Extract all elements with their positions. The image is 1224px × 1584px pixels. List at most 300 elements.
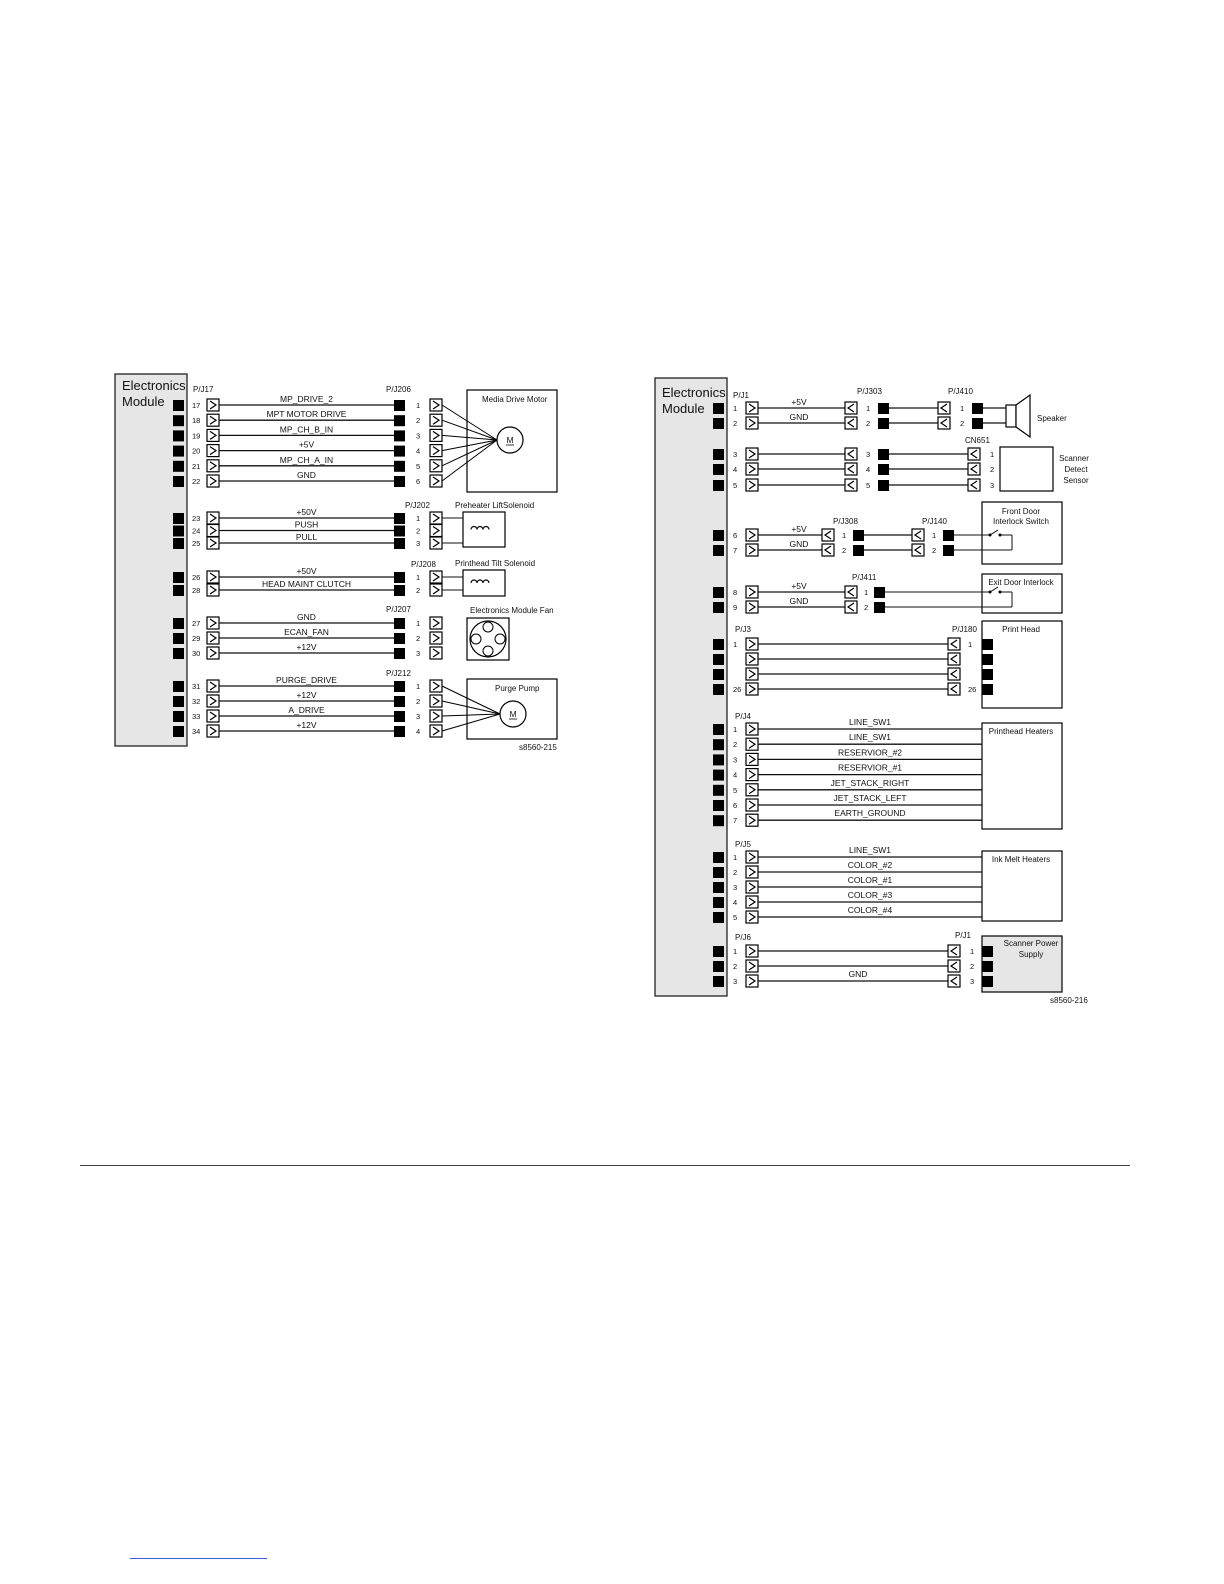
- motor-far-pin-number: 4: [416, 446, 421, 456]
- connector-pj6-label: P/J6: [735, 933, 752, 942]
- tilt-module-pin: [173, 572, 184, 583]
- motor-far-pin-number: 2: [416, 416, 421, 426]
- scanner-detect-pin-number: 5: [733, 481, 738, 490]
- motor-signal-label: GND: [297, 470, 316, 480]
- p303-pin-number: 2: [866, 419, 871, 428]
- footer-link-underline: [130, 1558, 267, 1559]
- pre-module-pin: [173, 513, 184, 524]
- p308-pin-number: 1: [842, 531, 847, 540]
- exit-door-receptacle: [746, 586, 758, 598]
- print-head-module-pin: [713, 654, 724, 665]
- p180-receptacle: [948, 653, 960, 665]
- cn651-receptacle: [968, 479, 980, 491]
- pump-far-pin: [394, 696, 405, 707]
- tilt-signal-label: +50V: [296, 566, 317, 576]
- motor-pin-number: 17: [192, 401, 201, 410]
- fan-far-pin: [394, 618, 405, 629]
- module-title-line2: Module: [122, 394, 165, 409]
- right-wiring-diagram: [655, 378, 1089, 1005]
- motor-receptacle: [207, 399, 219, 411]
- pump-far-pin: [394, 681, 405, 692]
- module-title-line1: Electronics: [122, 378, 186, 393]
- fan-signal-label: +12V: [296, 642, 317, 652]
- connector-pj308-label: P/J308: [833, 517, 858, 526]
- motor-device-receptacle: [430, 475, 442, 487]
- printhead-heaters-label: Printhead Heaters: [988, 727, 1054, 736]
- figure-number-right: s8560-216: [1050, 996, 1088, 1005]
- ink-melt-pin-number: 2: [733, 868, 738, 877]
- fan-blade: [483, 646, 493, 656]
- speaker-signal-label: GND: [789, 412, 809, 422]
- pre-far-pin-number: 1: [416, 514, 421, 523]
- print-head-pin: [982, 654, 993, 665]
- ink-melt-pin-number: 4: [733, 898, 738, 907]
- printhead-heater-signal-label: RESERVIOR_#1: [837, 762, 903, 773]
- motor-far-pin: [394, 400, 405, 411]
- exit-door-label: Exit Door Interlock: [988, 578, 1054, 587]
- pump-signal-label: A_DRIVE: [288, 705, 325, 715]
- speaker-module-pin: [713, 403, 724, 414]
- motor-receptacle: [207, 414, 219, 426]
- printhead-heater-module-pin: [713, 739, 724, 750]
- fan-far-pin-number: 3: [416, 649, 421, 658]
- scanner-detect-receptacle: [746, 448, 758, 460]
- print-head-pin: [982, 639, 993, 650]
- printhead-heater-receptacle: [746, 814, 758, 826]
- pre-pin-number: 24: [192, 526, 201, 536]
- solenoid-coil-box: [463, 570, 505, 596]
- fan-pin-number: 27: [192, 619, 201, 628]
- cn651-pin-number: 2: [990, 465, 995, 474]
- printhead-heaters-box: [982, 723, 1062, 829]
- pump-signal-label: +12V: [296, 690, 317, 700]
- speaker-cone: [1016, 395, 1030, 437]
- print-head-module-pin: [713, 639, 724, 650]
- pump-device-receptacle: [430, 695, 442, 707]
- p411-pin: [874, 602, 885, 613]
- pump-module-pin: [173, 681, 184, 692]
- scanner-power-pin-number: 2: [733, 962, 738, 971]
- speaker-pin-number: 2: [733, 419, 738, 428]
- front-door-module-pin: [713, 530, 724, 541]
- motor-far-pin: [394, 415, 405, 426]
- p411-receptacle: [845, 586, 857, 598]
- p303-pin: [878, 403, 889, 414]
- scanner-detect-receptacle: [746, 463, 758, 475]
- page-divider-rule: [80, 1165, 1130, 1166]
- scanner-power-pin-number: 3: [733, 977, 738, 986]
- tilt-far-pin: [394, 585, 405, 596]
- connector-pj410-label: P/J410: [948, 387, 973, 396]
- pj1-far-pin-number: 3: [970, 977, 975, 986]
- pj1-far-pin-number: 1: [970, 947, 975, 956]
- front-door-receptacle: [746, 529, 758, 541]
- fan-signal-label: ECAN_FAN: [284, 627, 329, 637]
- tilt-far-pin-number: 1: [416, 573, 421, 582]
- pump-receptacle: [207, 725, 219, 737]
- printhead-heater-pin-number: 5: [733, 785, 738, 795]
- printhead-heater-receptacle: [746, 799, 758, 811]
- p308-pin: [853, 545, 864, 556]
- connector-pj1-far-label: P/J1: [955, 931, 972, 940]
- print-head-receptacle: [746, 638, 758, 650]
- motor-module-pin: [173, 461, 184, 472]
- ink-melt-module-pin: [713, 867, 724, 878]
- left-wiring-diagram: [115, 374, 557, 752]
- connector-cn651-label: CN651: [965, 436, 990, 445]
- p303-pin: [878, 449, 889, 460]
- scanner-detect-label-2: Detect: [1064, 465, 1088, 474]
- connector-pj180-label: P/J180: [952, 625, 977, 634]
- motor-module-pin: [173, 476, 184, 487]
- cn651-pin-number: 1: [990, 450, 995, 459]
- p303-receptacle: [845, 463, 857, 475]
- printhead-heater-receptacle: [746, 738, 758, 750]
- connector-pj207-label: P/J207: [386, 605, 411, 614]
- figure-number-left: s8560-215: [519, 743, 557, 752]
- fan-device-receptacle: [430, 617, 442, 629]
- scanner-power-receptacle: [746, 975, 758, 987]
- motor-signal-label: MP_DRIVE_2: [280, 394, 333, 404]
- p180-pin-number: 1: [968, 640, 973, 649]
- tilt-receptacle: [207, 571, 219, 583]
- exit-door-pin-number: 9: [733, 603, 738, 612]
- p303-pin-number: 3: [866, 450, 871, 459]
- motor-pin-number: 20: [192, 446, 201, 456]
- switch-contact: [989, 591, 992, 594]
- printhead-heater-signal-label: EARTH_GROUND: [834, 808, 906, 819]
- front-door-pin-number: 7: [733, 546, 738, 555]
- printhead-heater-pin-number: 1: [733, 725, 738, 734]
- purge-pump-label: Purge Pump: [495, 684, 540, 693]
- electronics-module-fan-label: Electronics Module Fan: [470, 606, 554, 615]
- pj1-far-receptacle: [948, 975, 960, 987]
- connector-pj411-label: P/J411: [852, 573, 877, 582]
- printhead-heater-pin-number: 2: [733, 740, 738, 750]
- connector-pj3-label: P/J3: [735, 625, 752, 634]
- scanner-detect-box: [1000, 447, 1053, 491]
- module-title-line1: Electronics: [662, 385, 726, 400]
- scanner-power-module-pin: [713, 961, 724, 972]
- ink-melt-receptacle: [746, 881, 758, 893]
- motor-signal-label: MPT MOTOR DRIVE: [266, 409, 347, 420]
- motor-module-pin: [173, 430, 184, 441]
- fan-module-pin: [173, 633, 184, 644]
- scanner-detect-label-1: Scanner: [1059, 454, 1089, 463]
- fan-far-pin-number: 2: [416, 634, 421, 643]
- pump-far-pin-number: 1: [416, 682, 421, 691]
- printhead-heater-pin-number: 6: [733, 801, 738, 810]
- pre-receptacle: [207, 525, 219, 537]
- pump-pin-number: 32: [192, 697, 201, 706]
- speaker-module-pin: [713, 418, 724, 429]
- pre-receptacle: [207, 512, 219, 524]
- motor-pin-number: 18: [192, 416, 201, 426]
- motor-far-pin-number: 3: [416, 431, 421, 441]
- printhead-heater-signal-label: LINE_SW1: [848, 717, 892, 727]
- pre-signal-label: PULL: [295, 532, 318, 542]
- ink-melt-pin-number: 5: [733, 913, 738, 922]
- p410-receptacle: [938, 417, 950, 429]
- p303-pin: [878, 480, 889, 491]
- cn651-receptacle: [968, 463, 980, 475]
- pre-far-pin-number: 3: [416, 539, 421, 548]
- scanner-power-signal-label: GND: [848, 969, 868, 979]
- pump-signal-label: PURGE_DRIVE: [276, 675, 337, 685]
- ink-melt-signal-label: COLOR_#2: [847, 860, 893, 870]
- pre-signal-label: +50V: [296, 507, 317, 517]
- pump-pin-number: 34: [192, 727, 201, 736]
- scanner-power-receptacle: [746, 960, 758, 972]
- ink-melt-signal-label: COLOR_#4: [847, 905, 893, 915]
- pre-far-pin: [394, 513, 405, 524]
- scanner-power-pin-number: 1: [733, 947, 738, 956]
- p308-pin: [853, 530, 864, 541]
- scanner-power-pin: [982, 961, 993, 972]
- front-door-module-pin: [713, 545, 724, 556]
- pump-device-receptacle: [430, 680, 442, 692]
- p303-receptacle: [845, 402, 857, 414]
- printhead-heater-pin-number: 4: [733, 770, 738, 780]
- p180-pin-number: 26: [968, 685, 977, 694]
- motor-signal-label: MP_CH_B_IN: [279, 424, 334, 435]
- ink-melt-signal-label: LINE_SW1: [848, 845, 892, 855]
- exit-door-signal-label: +5V: [791, 581, 807, 591]
- scanner-power-supply-label-2: Supply: [1018, 950, 1044, 959]
- p410-pin-number: 1: [960, 404, 965, 413]
- print-head-receptacle: [746, 683, 758, 695]
- p410-pin: [972, 418, 983, 429]
- connector-pj1-label: P/J1: [733, 391, 750, 400]
- p180-receptacle: [948, 683, 960, 695]
- fan-pin-number: 30: [192, 649, 201, 658]
- scanner-detect-pin-number: 3: [733, 450, 738, 459]
- speaker-receptacle: [746, 402, 758, 414]
- p410-pin: [972, 403, 983, 414]
- printhead-heater-receptacle: [746, 723, 758, 735]
- front-door-pin-number: 6: [733, 531, 738, 540]
- p303-receptacle: [845, 417, 857, 429]
- motor-far-pin: [394, 461, 405, 472]
- p411-pin-number: 2: [864, 603, 869, 612]
- printhead-heater-module-pin: [713, 754, 724, 765]
- pump-far-pin-number: 3: [416, 712, 421, 721]
- p303-receptacle: [845, 479, 857, 491]
- printhead-heater-module-pin: [713, 785, 724, 796]
- print-head-module-pin: [713, 669, 724, 680]
- ink-melt-heaters-label: Ink Melt Heaters: [991, 855, 1051, 864]
- p308-receptacle: [822, 529, 834, 541]
- motor-signal-label: MP_CH_A_IN: [279, 454, 334, 465]
- scanner-detect-label-3: Sensor: [1063, 476, 1089, 485]
- scanner-detect-module-pin: [713, 480, 724, 491]
- scanner-power-module-pin: [713, 946, 724, 957]
- motor-far-pin-number: 1: [416, 401, 421, 410]
- fan-far-pin: [394, 648, 405, 659]
- speaker-pin-number: 1: [733, 404, 738, 413]
- p140-pin-number: 2: [932, 546, 937, 555]
- pre-far-pin: [394, 526, 405, 537]
- connector-pj202-label: P/J202: [405, 501, 430, 510]
- pre-device-receptacle: [430, 537, 442, 549]
- pre-signal-label: PUSH: [294, 519, 319, 530]
- pre-pin-number: 25: [192, 539, 201, 548]
- p140-pin: [943, 530, 954, 541]
- pump-module-pin: [173, 711, 184, 722]
- motor-device-receptacle: [430, 399, 442, 411]
- pj1-far-pin-number: 2: [970, 962, 975, 971]
- printhead-heater-signal-label: RESERVIOR_#2: [837, 747, 903, 758]
- p140-receptacle: [912, 529, 924, 541]
- connector-pj5-label: P/J5: [735, 840, 752, 849]
- media-drive-motor-label: Media Drive Motor: [482, 395, 548, 404]
- fan-blade: [483, 622, 493, 632]
- pump-pin-number: 31: [192, 682, 201, 691]
- tilt-signal-label: HEAD MAINT CLUTCH: [261, 579, 352, 589]
- motor-pin-number: 22: [192, 477, 201, 486]
- print-head-box: [982, 621, 1062, 708]
- ink-melt-module-pin: [713, 912, 724, 923]
- front-door-label-2: Interlock Switch: [992, 517, 1050, 526]
- connector-pj17-label: P/J17: [193, 385, 214, 394]
- motor-far-pin-number: 6: [416, 477, 421, 486]
- p303-receptacle: [845, 448, 857, 460]
- fan-signal-label: GND: [297, 612, 316, 622]
- printhead-heater-pin-number: 7: [733, 816, 738, 826]
- ink-melt-receptacle: [746, 866, 758, 878]
- motor-letter: M: [506, 435, 514, 445]
- module-title-line2: Module: [662, 401, 705, 416]
- scanner-power-module-pin: [713, 976, 724, 987]
- print-head-receptacle: [746, 653, 758, 665]
- ink-melt-signal-label: COLOR_#1: [847, 875, 893, 885]
- motor-device-receptacle: [430, 429, 442, 441]
- p140-pin-number: 1: [932, 531, 937, 540]
- print-head-pin-number: 1: [733, 640, 738, 649]
- connector-pj303-label: P/J303: [857, 387, 882, 396]
- cn651-pin-number: 3: [990, 481, 995, 490]
- printhead-heater-signal-label: JET_STACK_LEFT: [833, 793, 907, 803]
- fan-device-receptacle: [430, 632, 442, 644]
- exit-door-receptacle: [746, 601, 758, 613]
- fan-pin-number: 29: [192, 634, 201, 643]
- exit-door-signal-label: GND: [789, 596, 809, 606]
- motor-device-receptacle: [430, 414, 442, 426]
- fan-receptacle: [207, 632, 219, 644]
- scanner-power-pin: [982, 946, 993, 957]
- p411-pin: [874, 587, 885, 598]
- motor-signal-label: +5V: [298, 439, 315, 450]
- print-head-label: Print Head: [1002, 625, 1040, 634]
- printhead-heater-signal-label: JET_STACK_RIGHT: [830, 777, 910, 788]
- exit-door-module-pin: [713, 587, 724, 598]
- p140-receptacle: [912, 544, 924, 556]
- connector-pj206-label: P/J206: [386, 385, 411, 394]
- front-door-signal-label: GND: [789, 539, 809, 549]
- pre-far-pin-number: 2: [416, 526, 421, 536]
- ink-melt-module-pin: [713, 897, 724, 908]
- printhead-heater-receptacle: [746, 784, 758, 796]
- ink-melt-module-pin: [713, 852, 724, 863]
- cn651-receptacle: [968, 448, 980, 460]
- print-head-module-pin: [713, 684, 724, 695]
- p410-receptacle: [938, 402, 950, 414]
- front-door-label-1: Front Door: [1001, 507, 1041, 516]
- scanner-power-supply-label-1: Scanner Power: [1003, 939, 1059, 948]
- tilt-pin-number: 28: [192, 586, 201, 595]
- fan-receptacle: [207, 617, 219, 629]
- tilt-solenoid-label: Printhead Tilt Solenoid: [455, 559, 536, 568]
- preheater-solenoid-label: Preheater LiftSolenoid: [455, 501, 535, 510]
- tilt-device-receptacle: [430, 571, 442, 583]
- tilt-far-pin: [394, 572, 405, 583]
- pre-pin-number: 23: [192, 514, 201, 523]
- pre-far-pin: [394, 538, 405, 549]
- scanner-detect-module-pin: [713, 464, 724, 475]
- ink-melt-module-pin: [713, 882, 724, 893]
- p410-pin-number: 2: [960, 419, 965, 428]
- speaker-receptacle: [746, 417, 758, 429]
- pre-receptacle: [207, 537, 219, 549]
- p303-pin: [878, 418, 889, 429]
- speaker-signal-label: +5V: [791, 397, 807, 407]
- p303-pin: [878, 464, 889, 475]
- motor-far-pin-number: 5: [416, 461, 421, 471]
- pre-module-pin: [173, 526, 184, 537]
- pj1-far-receptacle: [948, 960, 960, 972]
- fan-blade: [471, 634, 481, 644]
- p308-receptacle: [822, 544, 834, 556]
- motor-far-pin: [394, 446, 405, 457]
- front-door-receptacle: [746, 544, 758, 556]
- p303-pin-number: 5: [866, 481, 871, 490]
- switch-contact: [989, 534, 992, 537]
- print-head-pin: [982, 669, 993, 680]
- motor-pin-number: 21: [192, 461, 201, 471]
- motor-receptacle: [207, 445, 219, 457]
- pump-device-receptacle: [430, 710, 442, 722]
- ink-melt-receptacle: [746, 896, 758, 908]
- fan-module-pin: [173, 618, 184, 629]
- p180-receptacle: [948, 668, 960, 680]
- motor-device-receptacle: [430, 445, 442, 457]
- p180-receptacle: [948, 638, 960, 650]
- pump-module-pin: [173, 696, 184, 707]
- pump-receptacle: [207, 680, 219, 692]
- speaker-body: [1006, 405, 1016, 427]
- fan-far-pin-number: 1: [416, 619, 421, 628]
- tilt-far-pin-number: 2: [416, 586, 421, 595]
- printhead-heater-module-pin: [713, 800, 724, 811]
- motor-module-pin: [173, 446, 184, 457]
- motor-letter: M: [509, 709, 517, 719]
- tilt-receptacle: [207, 584, 219, 596]
- pj1-far-receptacle: [948, 945, 960, 957]
- printhead-heater-signal-label: LINE_SW1: [848, 732, 892, 743]
- motor-far-pin: [394, 476, 405, 487]
- fan-module-pin: [173, 648, 184, 659]
- pump-receptacle: [207, 710, 219, 722]
- fan-device-receptacle: [430, 647, 442, 659]
- front-door-signal-label: +5V: [791, 524, 807, 534]
- scanner-detect-pin-number: 4: [733, 465, 738, 474]
- printhead-heater-module-pin: [713, 815, 724, 826]
- fan-blade: [495, 634, 505, 644]
- scanner-power-pin: [982, 976, 993, 987]
- printhead-heater-module-pin: [713, 770, 724, 781]
- connector-pj208-label: P/J208: [411, 560, 436, 569]
- connector-pj140-label: P/J140: [922, 517, 947, 526]
